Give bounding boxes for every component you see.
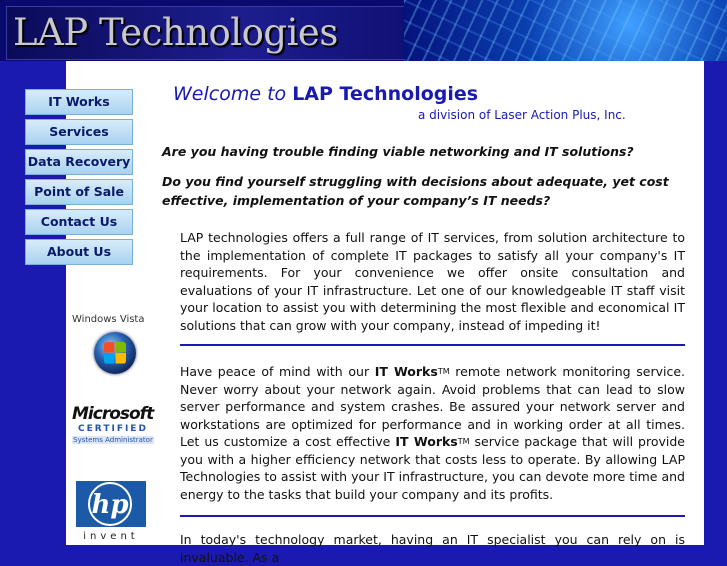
welcome-prefix: Welcome to [173,83,293,105]
divider-1 [180,344,685,346]
page-header [0,0,727,61]
microsoft-certified-badge [70,402,156,450]
services-paragraph: LAP technologies offers a full range of IT services, from solution architecture to the implementation of complete IT packages to satisfy all your company's IT requirements. For your convenience we offer onsite consultation and evaluations of your IT infrastructure. Let one of our knowledgeable IT staff visit your location to assist you with determining the most flexible and economical IT solutions that can grow with your company, instead of impeding it! [180,230,685,333]
nav-data-recovery[interactable]: Data Recovery [25,149,133,175]
question-networking: Are you having trouble finding viable networking and IT solutions? [162,144,634,159]
nav-it-works[interactable]: IT Works [25,89,133,115]
question-cost-effective: Do you find yourself struggling with decisions about adequate, yet cost effective, implementation of your company’s IT needs? [162,174,669,208]
nav-point-of-sale[interactable]: Point of Sale [25,179,133,205]
para2-text-c: service package that will provide you with a higher efficiency network that costs less to operate. By allowing LAP Technologies to assist with your IT infrastructure, you can devote more time and energy to the tasks that build your company and its profits. [180,434,685,502]
it-specialist-paragraph: In today's technology market, having an IT specialist you can rely on is invaluable. As a [180,532,685,565]
welcome-heading [173,83,478,105]
certified-text: CERTIFIED [78,424,148,434]
trademark-mark-2: TM [457,437,470,446]
para2-text-b: remote network monitoring service. Never worry about your network again. Avoid problems that can lead to slow server performance and system crashes. Be assured your network server and workstations are optimized for performance and in working order at all times. Let us customize a cost effective [180,364,685,449]
hp-logo-icon: hp [88,482,132,526]
welcome-company-name: LAP Technologies [292,83,479,105]
division-subtitle: a division of Laser Action Plus, Inc. [418,108,626,122]
hp-invent-badge [70,477,156,545]
it-works-brand: IT Works [374,364,438,379]
circuit-board-banner [404,0,727,61]
site-logo[interactable] [6,6,406,60]
windows-vista-badge [70,312,156,380]
hp-tagline: invent [83,531,139,542]
it-works-brand-2: IT Works [395,434,458,449]
para2-text-a: Have peace of mind with our [180,364,375,379]
divider-2 [180,515,685,517]
trademark-mark: TM [437,367,450,376]
main-nav [25,89,133,269]
systems-admin-text: Systems Administrator [73,436,153,444]
logo-text: LAP Technologies [13,11,338,54]
nav-services[interactable]: Services [25,119,133,145]
windows-vista-text: Windows Vista [72,314,145,325]
microsoft-logo-text: Microsoft [72,404,154,424]
nav-about-us[interactable]: About Us [25,239,133,265]
it-works-paragraph [180,363,685,503]
frame-right [704,61,727,545]
windows-flag-icon [104,342,126,364]
nav-contact-us[interactable]: Contact Us [25,209,133,235]
